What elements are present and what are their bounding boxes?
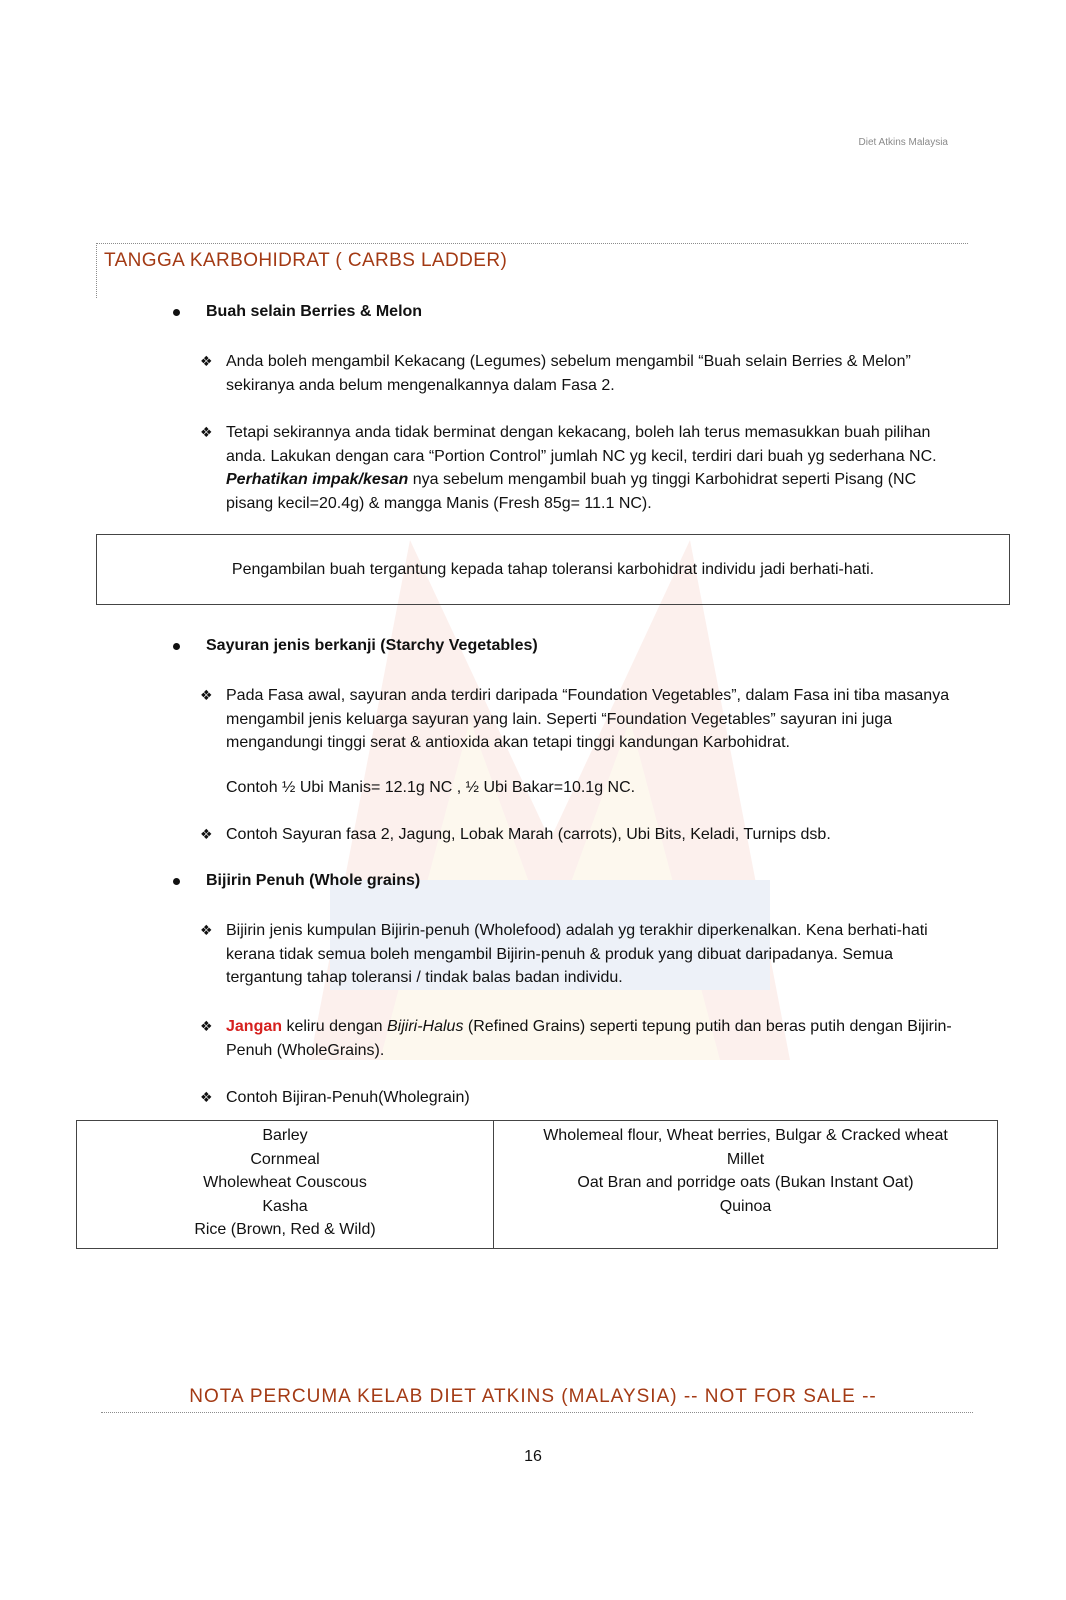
watermark-logo bbox=[270, 420, 830, 1100]
callout-text: Pengambilan buah tergantung kepada tahap toleransi karbohidrat individu jadi berhati-hati. bbox=[231, 560, 875, 578]
diamond-bullet-icon: ❖ bbox=[200, 353, 213, 369]
bullet-fruit bbox=[173, 303, 422, 321]
list-item bbox=[200, 684, 960, 755]
bullet-heading: Sayuran jenis berkanji (Starchy Vegetables) bbox=[206, 637, 538, 654]
header-note: Diet Atkins Malaysia bbox=[858, 137, 948, 148]
diamond-bullet-icon: ❖ bbox=[200, 922, 213, 938]
grain-item: Millet bbox=[726, 1150, 765, 1168]
bullet-dot-icon bbox=[173, 309, 180, 316]
list-item bbox=[200, 421, 960, 515]
bullet-dot-icon bbox=[173, 643, 180, 650]
bullet-dot-icon bbox=[173, 878, 180, 885]
wholegrain-table bbox=[76, 1120, 998, 1249]
page-number: 16 bbox=[524, 1448, 542, 1465]
list-item-text: Anda boleh mengambil Kekacang (Legumes) sebelum mengambil “Buah selain Berries & Melon” sekiranya anda belum mengenalkannya dalam Fasa 2. bbox=[226, 353, 911, 394]
bullet-heading: Bijirin Penuh (Whole grains) bbox=[206, 872, 421, 889]
grain-item: Cornmeal bbox=[250, 1150, 320, 1168]
text-span: Tetapi sekirannya anda tidak berminat dengan kekacang, boleh lah terus memasukkan buah pilihan anda. Lakukan dengan cara “Portion Control” jumlah NC yg kecil, terdiri dari buah yg sederhana NC. bbox=[226, 424, 937, 465]
grain-item: Wholemeal flour, Wheat berries, Bulgar & Cracked wheat bbox=[543, 1127, 948, 1144]
list-item bbox=[200, 1086, 960, 1110]
list-item bbox=[200, 350, 960, 397]
text-span: keliru dengan bbox=[282, 1018, 387, 1035]
list-item bbox=[200, 823, 960, 847]
text-span: nya sebelum mengambil buah yg tinggi Karbohidrat seperti Pisang (NC pisang kecil=20.4g) & mangga Manis (Fresh 85g= 11.1 NC). bbox=[226, 471, 917, 512]
emphasis-text: Perhatikan impak/kesan bbox=[226, 471, 409, 488]
list-item-text: Bijirin jenis kumpulan Bijirin-penuh (Wholefood) adalah yg terakhir diperkenalkan. Kena berhati-hati kerana tidak semua boleh mengambil Bijirin-penuh & produk yang dibuat daripadanya. Semua tergantung tahap toleransi / tindak balas badan individu. bbox=[226, 922, 928, 986]
diamond-bullet-icon: ❖ bbox=[200, 687, 213, 703]
list-item-text bbox=[226, 1015, 960, 1062]
footer-divider bbox=[101, 1412, 973, 1413]
table-row bbox=[77, 1121, 998, 1249]
diamond-bullet-icon: ❖ bbox=[200, 826, 213, 842]
callout-box bbox=[96, 534, 1010, 605]
grain-item: Kasha bbox=[262, 1197, 308, 1215]
diamond-bullet-icon: ❖ bbox=[200, 424, 213, 440]
table-cell-left bbox=[77, 1121, 494, 1249]
table-cell-right bbox=[494, 1121, 998, 1249]
italic-text: Bijiri-Halus bbox=[386, 1018, 464, 1035]
example-line: Contoh ½ Ubi Manis= 12.1g NC , ½ Ubi Bakar=10.1g NC. bbox=[226, 779, 636, 796]
diamond-bullet-icon: ❖ bbox=[200, 1018, 213, 1034]
list-item-text: Contoh Sayuran fasa 2, Jagung, Lobak Marah (carrots), Ubi Bits, Keladi, Turnips dsb. bbox=[226, 826, 831, 843]
grain-item: Barley bbox=[262, 1127, 308, 1144]
list-item-text bbox=[226, 421, 960, 515]
grain-item: Rice (Brown, Red & Wild) bbox=[194, 1221, 376, 1238]
bullet-grains bbox=[173, 872, 420, 890]
text-span: (Refined Grains) seperti tepung putih dan beras putih dengan Bijirin-Penuh (WholeGrains). bbox=[226, 1018, 952, 1059]
section-title: TANGGA KARBOHIDRAT ( CARBS LADDER) bbox=[104, 250, 508, 271]
warning-word: Jangan bbox=[226, 1018, 283, 1035]
list-item bbox=[200, 919, 960, 990]
footer-title: NOTA PERCUMA KELAB DIET ATKINS (MALAYSIA) -- NOT FOR SALE -- bbox=[189, 1386, 877, 1407]
bullet-starchy bbox=[173, 637, 538, 655]
grain-item: Quinoa bbox=[719, 1197, 772, 1215]
list-item-text: Pada Fasa awal, sayuran anda terdiri daripada “Foundation Vegetables”, dalam Fasa ini tiba masanya mengambil jenis keluarga sayuran yang lain. Seperti “Foundation Vegetables” sayuran ini juga mengandungi tinggi serat & antioxida akan tetapi tinggi kandungan Karbohidrat. bbox=[226, 687, 950, 751]
list-item-text: Contoh Bijiran-Penuh(Wholegrain) bbox=[226, 1089, 470, 1106]
list-item bbox=[200, 1015, 960, 1062]
grain-item: Oat Bran and porridge oats (Bukan Instant Oat) bbox=[577, 1174, 914, 1191]
diamond-bullet-icon: ❖ bbox=[200, 1089, 213, 1105]
grain-item: Wholewheat Couscous bbox=[203, 1174, 367, 1191]
bullet-heading: Buah selain Berries & Melon bbox=[206, 303, 423, 320]
